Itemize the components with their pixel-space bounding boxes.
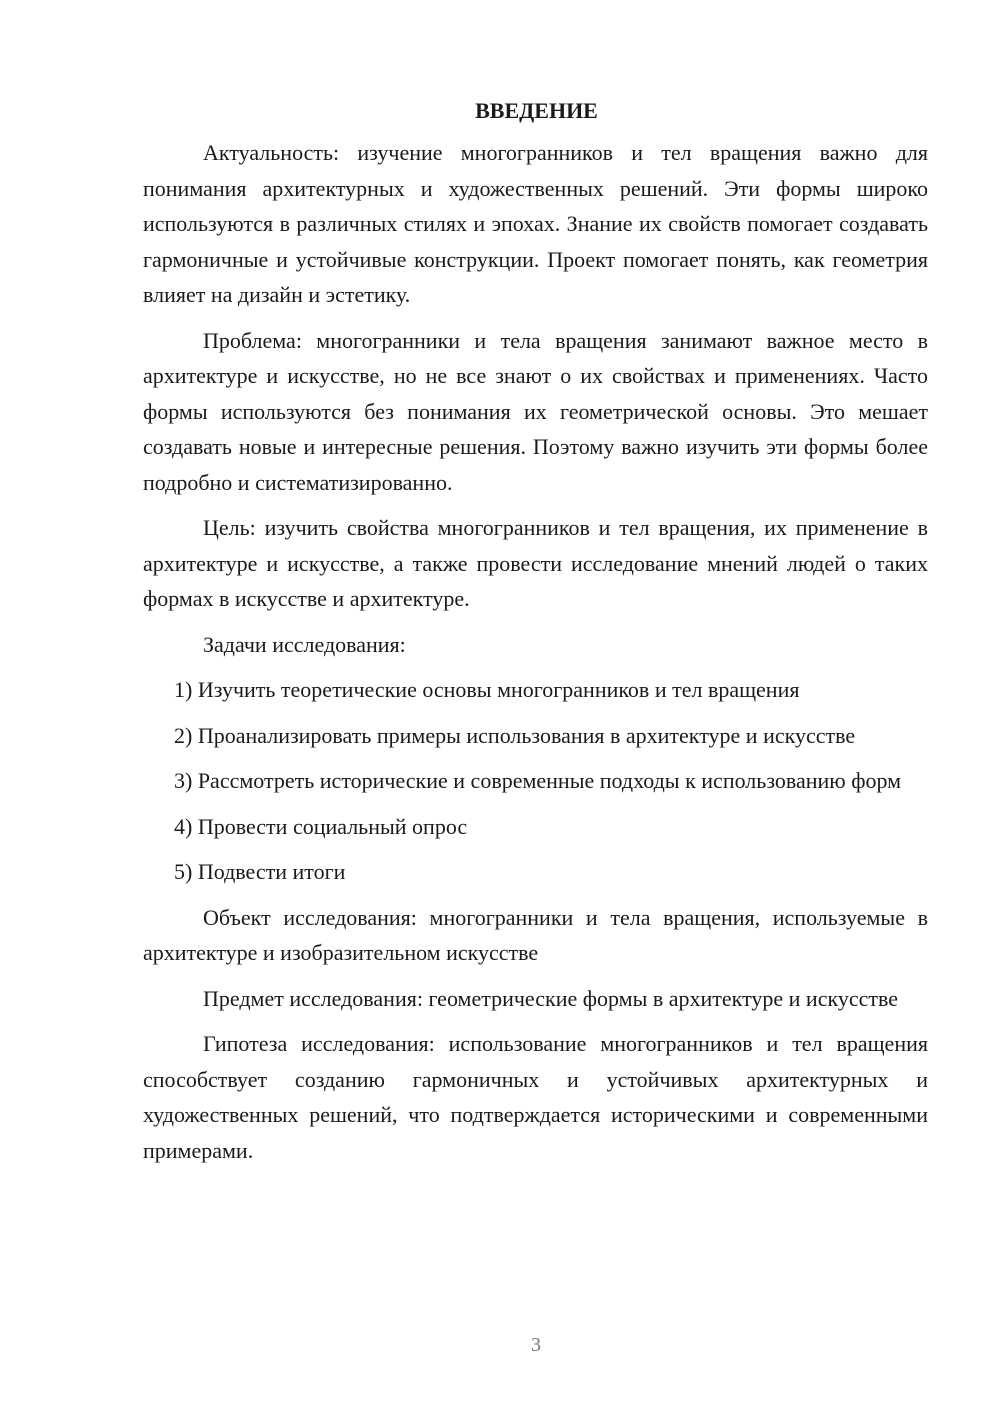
paragraph-goal: Цель: изучить свойства многогранников и тел вращения, их применение в архитектуре и искусстве, а также провести исследование мнений людей о таких формах в искусстве и архитектуре.: [143, 515, 928, 611]
paragraph-subject: Предмет исследования: геометрические формы в архитектуре и искусстве: [203, 985, 899, 1011]
task-item-4: 4) Провести социальный опрос: [174, 813, 468, 839]
task-item-2: 2) Проанализировать примеры использования в архитектуре и искусстве: [174, 722, 856, 748]
task-item-3: 3) Рассмотреть исторические и современные подходы к использованию форм: [174, 768, 902, 793]
tasks-heading: Задачи исследования:: [203, 631, 406, 657]
paragraph-relevance: Актуальность: изучение многогранников и тел вращения важно для понимания архитектурных и художественных решений. Эти формы широко используются в различных стилях и эпохах. Знание их свойств помогает создавать гармоничные и устойчивые конструкции. Проект помогает понять, как геометрия влияет на дизайн и эстетику.: [143, 140, 928, 307]
page-title: ВВЕДЕНИЕ: [475, 98, 598, 123]
paragraph-problem: Проблема: многогранники и тела вращения занимают важное место в архитектуре и искусстве, но не все знают о их свойствах и применениях. Часто формы используются без понимания их геометрической основы. Это мешает создавать новые и интересные решения. Поэтому важно изучить эти формы более подробно и систематизированно.: [143, 327, 928, 495]
task-item-5: 5) Подвести итоги: [174, 859, 346, 884]
page-number: 3: [531, 1334, 541, 1356]
task-item-1: 1) Изучить теоретические основы многогранников и тел вращения: [174, 677, 800, 702]
paragraph-hypothesis: Гипотеза исследования: использование многогранников и тел вращения способствует созданию гармоничных и устойчивых архитектурных и художественных решений, что подтверждается историческими и современными примерами.: [143, 1031, 928, 1163]
paragraph-object: Объект исследования: многогранники и тела вращения, используемые в архитектуре и изобразительном искусстве: [143, 904, 928, 965]
page-content: [143, 96, 928, 1168]
